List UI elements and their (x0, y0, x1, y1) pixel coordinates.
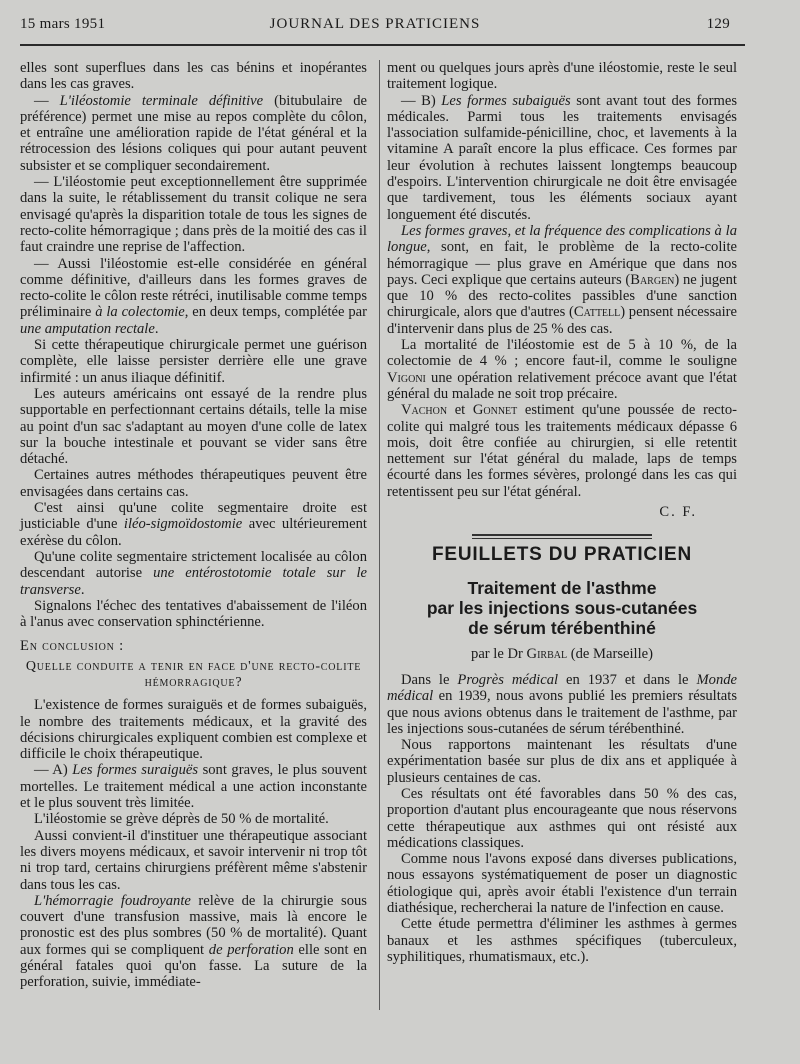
paragraph: Qu'une colite segmentaire strictement localisée au côlon descendant autorise une entérostotomie totale sur le transverse. (20, 548, 367, 598)
right-column (387, 60, 737, 965)
paragraph: — B) Les formes subaiguës sont avant tout des formes médicales. Parmi tous les traitements envisagés l'association sulfamide-pénicilline, choc, et lavements à la vitamine A paraît encore la plus efficace. Ces formes par leur évolution à rechutes laissent longtemps beaucoup d'espoirs. L'intervention chirurgicale ne doit être envisagée que tardivement, tous les éléments sociaux ayant longuement été discutés. (387, 92, 738, 223)
author-initials: C. F. (659, 504, 697, 521)
paragraph: L'hémorragie foudroyante relève de la chirurgie sous couvert d'une transfusion massive, mais là encore le pronostic est des plus sombres (50 % de mortalité). Quant aux formes qui se compliquent de perforation elle sont en général fatales quoi qu'on fasse. La suture de la perforation, suivie, immédiate- (20, 892, 367, 991)
paragraph: — L'iléostomie terminale définitive (bitubulaire de préférence) permet une mise au repos complète du côlon, et entraîne une amélioration rapide de l'état général et la rétrocession des lésions coliques qui pour autant peuvent subsister et se compliquer secondairement. (20, 92, 368, 174)
paragraph: Aussi convient-il d'instituer une thérapeutique associant les divers moyens médicaux, et savoir intervenir ni trop tôt ni trop tard, certains chirurgiens préfèrent même s'abstenir dans tous les cas. (20, 827, 367, 893)
paragraph: Les auteurs américains ont essayé de la rendre plus supportable en perfectionnant certains détails, telle la mise au point d'un sac s'adaptant au moyen d'une colle de latex sur la bouche intestinale et pouvant se vider sans être détaché. (20, 385, 367, 468)
paragraph: Cette étude permettra d'éliminer les asthmes à germes banaux et les asthmes spécifiques (tuberculeux, syphilitiques, rhumatismaux, etc.). (387, 916, 737, 965)
running-header (20, 16, 730, 38)
paragraph: elles sont superflues dans les cas bénins et inopérantes dans les cas graves. (20, 60, 367, 93)
paragraph: Dans le Progrès médical en 1937 et dans le Monde médical en 1939, nous avons publié les premiers résultats que nous avions obtenus dans le traitement de l'asthme, par les injections sous-cutanées de sérum térébenthiné. (387, 671, 738, 737)
paragraph: — Aussi l'iléostomie est-elle considérée en général comme définitive, d'ailleurs dans les formes graves de recto-colite le côlon reste rétréci, inutilisable comme temps préliminaire à la colectomie, en deux temps, complétée par une amputation rectale. (20, 255, 368, 337)
header-page-number: 129 (706, 16, 730, 32)
header-journal-title: JOURNAL DES PRATICIENS (269, 16, 481, 32)
paragraph: L'existence de formes suraiguës et de formes subaiguës, le nombre des traitements médicaux, et la gravité des décisions chirurgicales expliquent combien est complexe et difficile le choix thérapeutique. (20, 697, 367, 763)
paragraph: C'est ainsi qu'une colite segmentaire droite est justiciable d'une iléo-sigmoïdostomie avec ultérieurement exérèse du côlon. (20, 500, 367, 549)
question-heading: Quelle conduite a tenir en face d'une recto-colite hémorragique? (25, 658, 362, 690)
paragraph: Les formes graves, et la fréquence des complications à la longue, sont, en fait, le problème de la recto-colite hémorragique — plus grave en Amérique que dans nos pays. Ceci explique que certains auteurs (Bargen) ne jugent que 10 % des recto-colites passibles d'une sanction chirurgicale, alors que d'autres (Cattell) pensent nécessaire d'intervenir dans plus de 25 % des cas. (387, 222, 738, 337)
section-heading: FEUILLETS DU PRATICIEN (431, 544, 693, 566)
paragraph: Comme nous l'avons exposé dans diverses publications, nous essayons systématiquement de poser un diagnostic étiologique qui, après avoir établi l'existence d'un terrain diathésique, rechercherai la nature de l'infection en cause. (387, 851, 737, 917)
paragraph: La mortalité de l'iléostomie est de 5 à 10 %, de la colectomie de 4 % ; encore faut-il, comme le souligne Vigoni une opération relativement précoce avant que l'état général du malade ne soit trop précaire. (387, 337, 737, 402)
paragraph: Certaines autres méthodes thérapeutiques peuvent être envisagées dans certains cas. (20, 467, 367, 500)
article-byline: par le Dr Girbal (de Marseille) (471, 645, 653, 662)
left-column (20, 60, 367, 991)
paragraph: — L'iléostomie peut exceptionnellement être supprimée dans la suite, le rétablissement du transit colique ne sera envisagé qu'après la disparition totale de tous les signes de recto-colite hémorragique ; dans près de la moitié des cas il faut craindre une reprise de l'affection. (20, 174, 367, 256)
paragraph: Nous rapportons maintenant les résultats d'une expérimentation basée sur plus de dix ans et appliquée à plusieurs centaines de cas. (387, 737, 737, 786)
header-date: 15 mars 1951 (20, 16, 106, 32)
column-divider (379, 60, 380, 1010)
paragraph: Signalons l'échec des tentatives d'abaissement de l'iléon à l'anus avec conservation sphinctérienne. (20, 597, 367, 631)
conclusion-heading: En conclusion : (20, 638, 124, 655)
paragraph: L'iléostomie se grève déprès de 50 % de mortalité. (34, 811, 329, 828)
header-rule (20, 44, 745, 46)
paragraph: Vachon et Gonnet estiment qu'une poussée de recto-colite qui malgré tous les traitements médicaux dépasse 6 mois, doit être confiée au chirurgien, si elle retentit nettement sur l'état général du malade, laps de temps écourté dans les formes sévères, prolongé dans les cas qui retentissent peu sur l'état général. (387, 402, 737, 500)
article-title: Traitement de l'asthme par les injections sous-cutanées de sérum térébenthiné (426, 577, 698, 638)
paragraph: Si cette thérapeutique chirurgicale permet une guérison complète, elle laisse persister derrière elle une grave infirmité : un anus iliaque définitif. (20, 337, 367, 386)
paragraph: ment ou quelques jours après d'une iléostomie, reste le seul traitement logique. (387, 60, 737, 93)
paragraph: Ces résultats ont été favorables dans 50 % des cas, proportion d'autant plus encourageante que nous réservons cette thérapeutique aux asthmes qui ont résisté aux médications classiques. (387, 785, 737, 851)
section-separator (472, 534, 652, 539)
paragraph: — A) Les formes suraiguës sont graves, le plus souvent mortelles. Le traitement médical a une action inconstante et le plus souvent très limitée. (20, 762, 367, 812)
